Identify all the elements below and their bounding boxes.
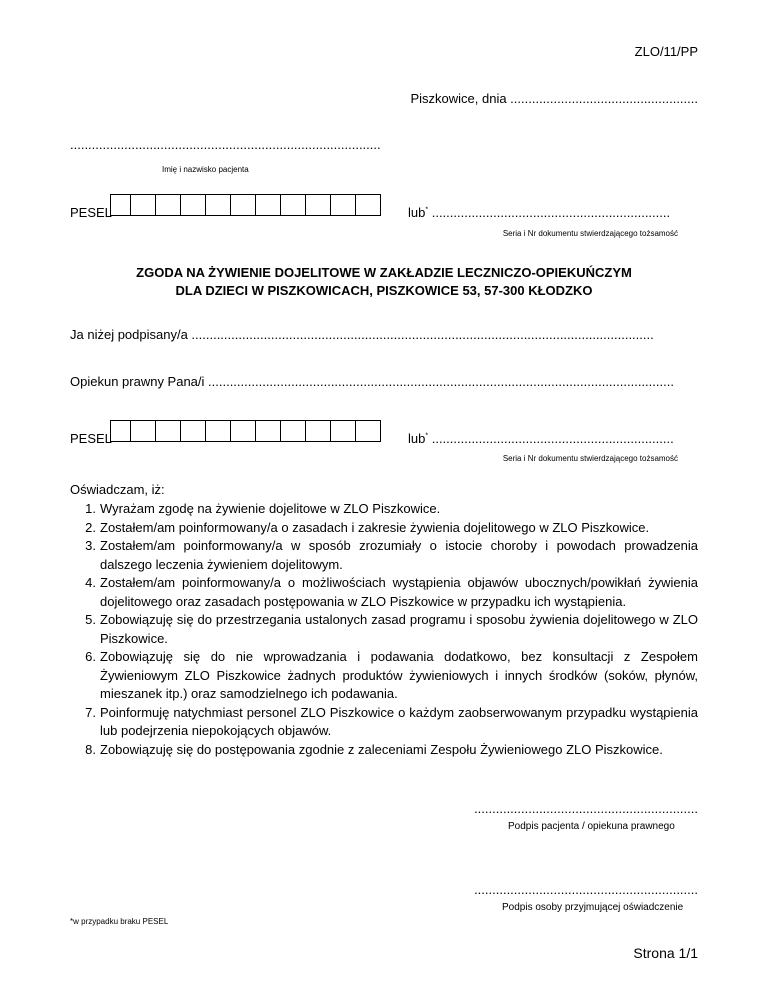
declaration-intro: Oświadczam, iż: — [70, 482, 165, 497]
pesel-box[interactable] — [331, 421, 356, 441]
staff-signature-caption: Podpis osoby przyjmującej oświadczenie — [502, 902, 684, 913]
pesel-box[interactable] — [281, 195, 306, 215]
pesel-box[interactable] — [331, 195, 356, 215]
or-label: lub* .................................................................. — [408, 205, 671, 220]
pesel-box[interactable] — [306, 421, 331, 441]
staff-signature-line: .............................................................. — [474, 882, 698, 897]
list-item: 3. Zostałem/am poinformowany/a w sposób zrozumiały o istocie choroby i powodach prowadzenia dalszego leczenia żywieniem dojelitowym. — [85, 538, 698, 572]
pesel-box[interactable] — [206, 195, 231, 215]
pesel-box[interactable] — [156, 421, 181, 441]
pesel-boxes[interactable] — [110, 194, 381, 216]
pesel-box[interactable] — [156, 195, 181, 215]
pesel-box[interactable] — [356, 421, 381, 441]
pesel-box[interactable] — [181, 195, 206, 215]
pesel-box[interactable] — [231, 195, 256, 215]
signer-id-document-caption: Seria i Nr dokumentu stwierdzającego tożsamość — [502, 454, 678, 463]
pesel-box[interactable] — [256, 195, 281, 215]
footnote: *w przypadku braku PESEL — [70, 917, 169, 926]
pesel-box[interactable] — [206, 421, 231, 441]
pesel-box[interactable] — [181, 421, 206, 441]
page-number: Strona 1/1 — [633, 945, 698, 961]
signer-id-document-line: ................................................................... — [431, 431, 674, 446]
signer-or-label: lub* ................................................................... — [408, 431, 674, 446]
list-item: 1. Wyrażam zgodę na żywienie dojelitowe w ZLO Piszkowice. — [85, 501, 441, 516]
signer-pesel-boxes[interactable] — [110, 420, 381, 442]
pesel-box[interactable] — [256, 421, 281, 441]
list-item: 7. Poinformuję natychmiast personel ZLO Piszkowice o każdym zaobserwowanym przypadku wystąpienia lub podejrzenia niepokojących objawów. — [85, 704, 698, 738]
pesel-label: PESEL — [70, 205, 112, 220]
pesel-box[interactable] — [356, 195, 381, 215]
pesel-box[interactable] — [231, 421, 256, 441]
list-item: 5. Zobowiązuję się do przestrzegania ustalonych zasad programu i sposobu żywienia dojelitowego w ZLO Piszkowice. — [85, 612, 698, 646]
patient-name-line: ...................................................................................... — [70, 137, 381, 152]
list-item: 2. Zostałem/am poinformowany/a o zasadach i zakresie żywienia dojelitowego w ZLO Piszkowice. — [85, 519, 650, 535]
id-document-line: .................................................................. — [431, 205, 671, 220]
form-title-line1: ZGODA NA ŻYWIENIE DOJELITOWE W ZAKŁADZIE LECZNICZO-OPIEKUŃCZYM — [136, 265, 632, 280]
list-item: 4. Zostałem/am poinformowany/a o możliwościach wystąpienia objawów ubocznych/powikłań żywienia dojelitowego oraz zasadach postępowania w ZLO Piszkowice w przypadku ich wystąpienia. — [85, 575, 698, 609]
list-item: 6. Zobowiązuję się do nie wprowadzania i podawania dodatkowo, bez konsultacji z Zespołem Żywieniowym ZLO Piszkowice żadnych produktów żywieniowych i innych środków (soków, płynów, mieszanek itp.) oraz samodzielnego ich podawania. — [85, 649, 698, 701]
pesel-box[interactable] — [131, 421, 156, 441]
signer-pesel-label: PESEL — [70, 431, 112, 446]
declaration-list — [85, 500, 698, 759]
id-document-caption: Seria i Nr dokumentu stwierdzającego tożsamość — [502, 229, 678, 238]
patient-name-caption: Imię i nazwisko pacjenta — [162, 165, 249, 174]
pesel-box[interactable] — [281, 421, 306, 441]
pesel-box[interactable] — [131, 195, 156, 215]
document-code: ZLO/11/PP — [634, 44, 698, 59]
list-item: 8. Zobowiązuję się do postępowania zgodnie z zaleceniami Zespołu Żywieniowego ZLO Piszkowice. — [85, 741, 663, 757]
place-date-line: Piszkowice, dnia .................................................... — [410, 91, 698, 106]
form-title-line2: DLA DZIECI W PISZKOWICACH, PISZKOWICE 53, 57-300 KŁODZKO — [175, 283, 593, 298]
undersigned-line: Ja niżej podpisany/a ................................................................................................................................ — [70, 327, 654, 342]
pesel-box[interactable] — [306, 195, 331, 215]
guardian-line: Opiekun prawny Pana/i ................................................................................................................................. — [70, 374, 674, 389]
pesel-box[interactable] — [111, 195, 131, 215]
patient-signature-caption: Podpis pacjenta / opiekuna prawnego — [508, 821, 675, 832]
patient-signature-line: .............................................................. — [474, 801, 698, 816]
pesel-box[interactable] — [111, 421, 131, 441]
